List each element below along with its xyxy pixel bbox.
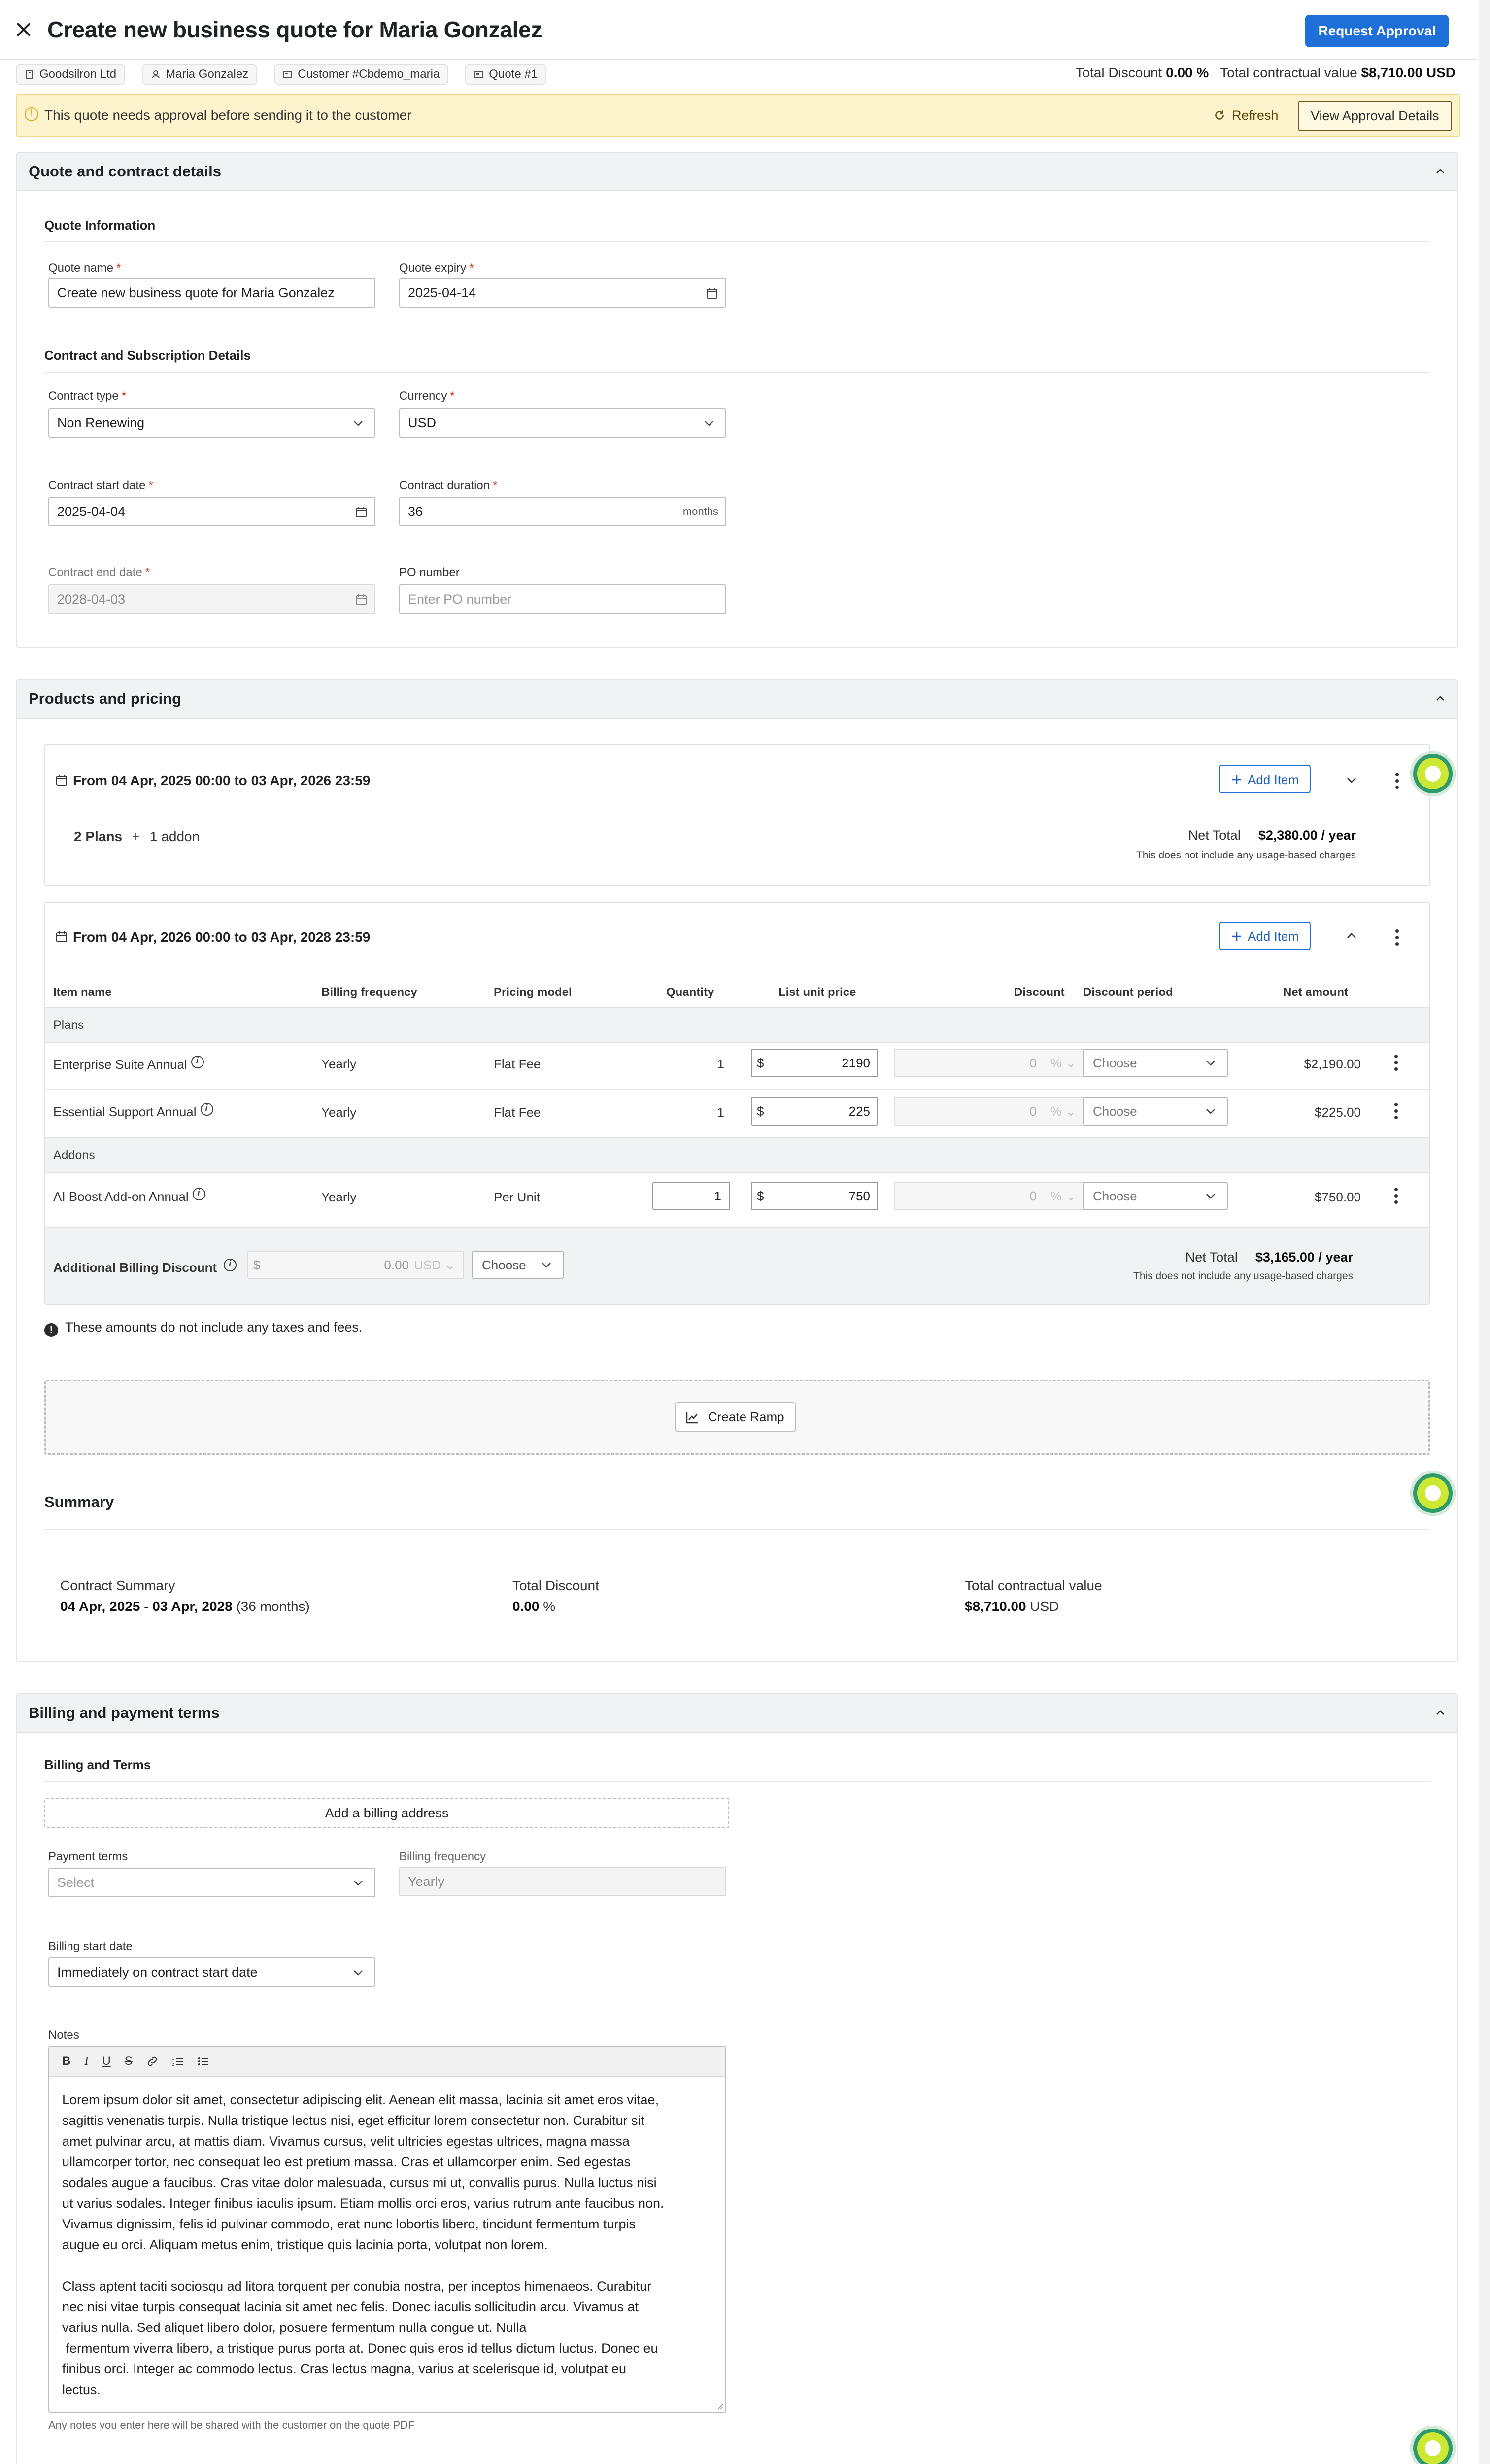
- po-number-input[interactable]: Enter PO number: [399, 584, 726, 614]
- add-item-label: Add Item: [1248, 929, 1299, 944]
- payment-terms-select[interactable]: [48, 1868, 375, 1897]
- summary-contract-value-label: Total contractual value: [965, 1578, 1102, 1593]
- ramp-card-2: [44, 902, 1430, 1305]
- chevron-down-icon: [1205, 1191, 1216, 1201]
- calendar-icon: [55, 930, 68, 943]
- list-price-input[interactable]: $ 225: [751, 1097, 878, 1126]
- row-divider: [45, 1089, 1429, 1090]
- header-totals: [1075, 65, 1456, 81]
- group-label: Addons: [53, 1148, 95, 1162]
- contract-type-select[interactable]: [48, 408, 375, 438]
- payment-terms-label: Payment terms: [48, 1850, 128, 1863]
- item-pricing-model: Flat Fee: [494, 1057, 541, 1071]
- total-discount-label: Total Discount: [1075, 65, 1162, 80]
- add-item-button[interactable]: [1219, 922, 1311, 950]
- chevron-down-icon: [353, 1967, 364, 1978]
- chip-quote[interactable]: [465, 64, 546, 85]
- divider: [44, 1529, 1430, 1530]
- contract-duration-label: Contract duration *: [399, 479, 498, 492]
- italic-icon[interactable]: I: [84, 2054, 89, 2068]
- refresh-label: Refresh: [1232, 107, 1279, 123]
- context-chips: [16, 64, 546, 84]
- col-discount[interactable]: Discount: [1014, 986, 1065, 999]
- request-approval-button[interactable]: Request Approval: [1305, 15, 1449, 47]
- billing-frequency-label: Billing frequency: [399, 1850, 486, 1863]
- svg-text:1: 1: [171, 2056, 174, 2061]
- contract-type-value: Non Renewing: [57, 415, 145, 430]
- billing-payment-section: [16, 1693, 1458, 2464]
- po-number-label: PO number: [399, 566, 460, 579]
- percent-dropdown: % ⌄: [1050, 1104, 1076, 1119]
- assistant-widget-icon[interactable]: [1410, 751, 1456, 796]
- quote-name-label: Quote name *: [48, 261, 121, 274]
- link-icon[interactable]: [146, 2055, 158, 2067]
- banner-message: This quote needs approval before sending it to the customer: [44, 107, 412, 123]
- add-item-label: Add Item: [1248, 772, 1299, 787]
- item-quantity: 1: [717, 1105, 724, 1120]
- item-name: Enterprise Suite Annuali: [53, 1056, 204, 1072]
- refresh-icon: [1213, 109, 1226, 122]
- chip-contact[interactable]: [142, 64, 257, 85]
- duration-unit: months: [682, 505, 718, 517]
- bullet-list-icon[interactable]: [198, 2055, 209, 2067]
- page-title: Create new business quote for Maria Gonzalez: [47, 17, 542, 42]
- discount-input: 0 % ⌄: [894, 1097, 1085, 1126]
- chevron-down-icon: [353, 1878, 364, 1888]
- item-frequency: Yearly: [321, 1057, 357, 1071]
- col-billing-frequency[interactable]: Billing frequency: [321, 986, 417, 999]
- editor-toolbar: [49, 2047, 725, 2077]
- contract-duration-input[interactable]: [399, 497, 726, 526]
- additional-discount-label: Additional Billing Discounti: [53, 1259, 237, 1275]
- notes-text[interactable]: Lorem ipsum dolor sit amet, consectetur adipiscing elit. Aenean elit massa, lacinia sit amet eros vitae, sagittis venenatis turpis. Nulla tristique lectus nisi, eget efficitur lorem consectetur non. Curabitur sit amet pulvinar arcu, at mattis diam. Vivamus cursus, velit ultricies egestas ultrices, magna massa ullamcorper tortor, nec consequat leo est pretium massa. Cras et ullamcorper enim. Sed egestas sodales augue a faucibus. Cras vitae dolor malesuada, cursus mi ut, convallis purus. Nulla luctus nisi ut varius sodales. Integer finibus iaculis ipsum. Etiam mollis orci eros, varius rutrum ante faucibus non. Vivamus dignissim, felis id pulvinar commodo, erat nunc lobortis libero, tincidunt fermentum turpis augue eu orci. Aliquam metus enim, tristique quis lacinia porta, volutpat non lorem. Class aptent taciti sociosqu ad litora torquent per conubia nostra, per inceptos himenaeos. Curabitur nec nisi vitae turpis consequat lacinia sit amet nec felis. Donec iaculis sollicitudin arcu. Vivamus at varius nulla. Sed aliquet libero dolor, posuere fermentum nulla congue ut. Nulla fermentum viverra libero, a tristique purus porta at. Donec quis eros id tellus dictum luctus. Donec eu finibus orci. Integer ac commodo lectus. Cras lectus magna, varius at scelerisque id, volutpat eu lectus.: [62, 2092, 664, 2397]
- chevron-up-icon[interactable]: [1435, 166, 1446, 176]
- summary-discount-value: 0.00 %: [512, 1599, 556, 1614]
- products-pricing-section: [16, 679, 1458, 1662]
- col-item-name[interactable]: Item name: [53, 986, 112, 999]
- section-title: Billing and payment terms: [29, 1704, 220, 1721]
- percent-dropdown: % ⌄: [1050, 1056, 1076, 1070]
- kebab-menu-icon[interactable]: [1395, 927, 1399, 947]
- quote-contract-section: [16, 152, 1458, 648]
- total-contract-label: Total contractual value: [1220, 65, 1357, 80]
- chevron-down-icon: [541, 1260, 552, 1270]
- item-pricing-model: Per Unit: [494, 1190, 540, 1204]
- section-title: Products and pricing: [29, 690, 182, 707]
- create-ramp-label: Create Ramp: [708, 1409, 784, 1424]
- currency-value: USD: [408, 415, 437, 430]
- billing-frequency-input: Yearly: [399, 1867, 726, 1896]
- contract-start-input[interactable]: [48, 497, 375, 526]
- contract-end-value: 2028-04-03: [57, 592, 126, 607]
- chip-label: Quote #1: [489, 68, 538, 81]
- contract-end-input: [48, 584, 375, 614]
- section-header[interactable]: [17, 680, 1457, 719]
- svg-text:2: 2: [171, 2062, 174, 2067]
- underline-icon[interactable]: U: [102, 2054, 111, 2068]
- contract-details-heading: Contract and Subscription Details: [44, 348, 251, 363]
- row-menu-icon[interactable]: [1394, 1053, 1398, 1072]
- info-icon[interactable]: [224, 1259, 237, 1271]
- net-total-value: $2,380.00 / year: [1258, 828, 1356, 843]
- col-net-amount[interactable]: Net amount: [1283, 986, 1348, 999]
- quantity-input[interactable]: 1: [652, 1182, 730, 1210]
- summary-title: Summary: [44, 1493, 114, 1510]
- contract-summary-value: 04 Apr, 2025 - 03 Apr, 2028 (36 months): [60, 1599, 310, 1614]
- kebab-menu-icon[interactable]: [1395, 771, 1399, 790]
- total-discount-value: 0.00 %: [1166, 65, 1209, 80]
- ramp-net-total: [1188, 828, 1356, 843]
- contract-end-label: Contract end date *: [48, 566, 150, 579]
- col-quantity[interactable]: Quantity: [666, 986, 714, 999]
- create-ramp-area: [44, 1380, 1430, 1455]
- item-net-amount: $750.00: [1315, 1190, 1361, 1204]
- total-contract-value: $8,710.00 USD: [1361, 65, 1456, 80]
- group-addons: [45, 1137, 1429, 1173]
- notes-helper-text: Any notes you enter here will be shared with the customer on the quote PDF: [48, 2419, 415, 2431]
- plus-icon: +: [132, 829, 140, 844]
- additional-discount-row: [45, 1227, 1429, 1304]
- discount-period-select[interactable]: Choose: [1083, 1182, 1228, 1210]
- net-total-value: $3,165.00 / year: [1255, 1250, 1353, 1265]
- info-icon[interactable]: [193, 1188, 205, 1200]
- resize-handle-icon[interactable]: [715, 2402, 723, 2410]
- net-total-note: This does not include any usage-based charges: [1136, 850, 1356, 861]
- discount-period-select[interactable]: Choose: [1083, 1049, 1228, 1077]
- chip-label: Customer #Cbdemo_maria: [298, 68, 440, 81]
- ramp-card-1: [44, 744, 1430, 886]
- add-item-button[interactable]: [1219, 765, 1311, 793]
- row-menu-icon[interactable]: [1394, 1186, 1398, 1205]
- contract-duration-value: 36: [408, 504, 423, 519]
- contract-start-value: 2025-04-04: [57, 504, 126, 519]
- notes-label: Notes: [48, 2028, 79, 2042]
- chevron-down-icon: [353, 418, 364, 429]
- summary-contract-value: $8,710.00 USD: [965, 1599, 1059, 1614]
- addon-count: 1 addon: [149, 829, 200, 844]
- chevron-up-icon[interactable]: [1346, 930, 1357, 941]
- calendar-icon[interactable]: [706, 287, 718, 300]
- chevron-up-icon[interactable]: [1435, 693, 1446, 704]
- quote-expiry-input[interactable]: [399, 278, 726, 308]
- assistant-widget-icon[interactable]: [1410, 1471, 1456, 1516]
- group-plans: [45, 1007, 1429, 1043]
- page-scrollbar[interactable]: [1479, 0, 1490, 2464]
- bold-icon[interactable]: B: [62, 2054, 71, 2068]
- divider: [44, 1781, 1430, 1782]
- contract-start-label: Contract start date *: [48, 479, 153, 492]
- create-ramp-button[interactable]: [675, 1402, 796, 1432]
- chip-label: Goodsilron Ltd: [39, 68, 117, 81]
- info-icon[interactable]: [201, 1103, 213, 1116]
- item-name: AI Boost Add-on Annuali: [53, 1188, 205, 1204]
- billing-terms-heading: Billing and Terms: [44, 1757, 151, 1772]
- info-icon: !: [44, 1323, 58, 1337]
- info-icon[interactable]: [191, 1056, 204, 1068]
- col-discount-period[interactable]: Discount period: [1083, 986, 1173, 999]
- discount-input: 0 % ⌄: [894, 1182, 1085, 1210]
- section-header[interactable]: [17, 1694, 1457, 1733]
- chip-customer[interactable]: [274, 64, 448, 85]
- quote-info-heading: Quote Information: [44, 218, 156, 233]
- section-header[interactable]: [17, 153, 1457, 191]
- list-price-input[interactable]: $ 2190: [751, 1049, 878, 1077]
- chevron-down-icon: [1205, 1106, 1216, 1117]
- billing-start-select[interactable]: [48, 1957, 375, 1987]
- chevron-down-icon: [1205, 1058, 1216, 1068]
- item-quantity: 1: [717, 1057, 724, 1071]
- discount-input: 0 % ⌄: [894, 1049, 1085, 1077]
- divider: [44, 241, 1430, 242]
- building-icon: [25, 69, 34, 79]
- item-name: Essential Support Annuali: [53, 1103, 213, 1120]
- ramp-title: From 04 Apr, 2026 00:00 to 03 Apr, 2028 23:59: [73, 929, 371, 945]
- currency-select[interactable]: [399, 408, 726, 438]
- summary-discount-label: Total Discount: [512, 1578, 599, 1593]
- strikethrough-icon[interactable]: S: [124, 2054, 133, 2068]
- item-pricing-model: Flat Fee: [494, 1105, 541, 1120]
- calendar-icon: [55, 774, 68, 787]
- percent-dropdown: % ⌄: [1050, 1189, 1076, 1203]
- calendar-icon[interactable]: [355, 506, 368, 518]
- quote-name-input[interactable]: Create new business quote for Maria Gonzalez: [48, 278, 375, 308]
- net-total-label: Net Total: [1188, 828, 1241, 843]
- ramp-net-total: [1185, 1250, 1353, 1265]
- discount-period-select[interactable]: Choose: [1083, 1097, 1228, 1126]
- net-total-note: This does not include any usage-based charges: [1133, 1270, 1353, 1282]
- billing-start-label: Billing start date: [48, 1940, 133, 1953]
- plus-icon: [1231, 930, 1243, 942]
- contract-type-label: Contract type *: [48, 389, 127, 403]
- user-icon: [151, 69, 161, 79]
- list-price-input[interactable]: $ 750: [751, 1182, 878, 1210]
- close-icon[interactable]: [14, 20, 34, 39]
- currency-dropdown: USD ⌄: [414, 1258, 455, 1272]
- id-card-icon: [283, 69, 293, 79]
- col-list-unit-price[interactable]: List unit price: [779, 986, 856, 999]
- quote-icon: [474, 69, 484, 79]
- view-approval-details-button[interactable]: View Approval Details: [1298, 101, 1452, 131]
- additional-discount-input: $ 0.00 USD ⌄: [247, 1251, 464, 1279]
- quote-expiry-value: 2025-04-14: [408, 285, 476, 300]
- warning-icon: [25, 107, 38, 121]
- group-label: Plans: [53, 1018, 84, 1032]
- item-frequency: Yearly: [321, 1105, 357, 1120]
- top-bar: [0, 0, 1478, 60]
- item-net-amount: $2,190.00: [1304, 1057, 1361, 1071]
- row-menu-icon[interactable]: [1394, 1101, 1398, 1121]
- additional-discount-period-select[interactable]: Choose: [472, 1251, 564, 1279]
- divider: [44, 372, 1430, 373]
- tax-note: ! These amounts do not include any taxes and fees.: [44, 1320, 362, 1337]
- currency-label: Currency *: [399, 389, 455, 403]
- chip-label: Maria Gonzalez: [166, 68, 249, 81]
- plus-icon: [1231, 774, 1243, 786]
- billing-start-value: Immediately on contract start date: [57, 1965, 258, 1980]
- numbered-list-icon[interactable]: [172, 2055, 184, 2067]
- refresh-button[interactable]: [1213, 105, 1279, 125]
- approval-banner: [16, 94, 1460, 137]
- item-frequency: Yearly: [321, 1190, 357, 1204]
- plans-count: 2 Plans: [74, 829, 123, 844]
- chevron-down-icon[interactable]: [1346, 775, 1357, 786]
- col-pricing-model[interactable]: Pricing model: [494, 986, 572, 999]
- chart-icon: [685, 1410, 699, 1424]
- ramp-items-summary: [74, 829, 200, 845]
- add-billing-address-button[interactable]: Add a billing address: [44, 1798, 729, 1828]
- item-net-amount: $225.00: [1315, 1105, 1361, 1120]
- calendar-icon: [355, 593, 368, 606]
- net-total-label: Net Total: [1185, 1250, 1238, 1265]
- chevron-up-icon[interactable]: [1435, 1707, 1446, 1718]
- chevron-down-icon: [704, 418, 714, 429]
- contract-summary-label: Contract Summary: [60, 1578, 175, 1593]
- quote-expiry-label: Quote expiry *: [399, 261, 474, 274]
- chip-company[interactable]: [16, 64, 125, 85]
- payment-terms-placeholder: Select: [57, 1875, 95, 1890]
- notes-editor[interactable]: [48, 2046, 726, 2413]
- ramp-title: From 04 Apr, 2025 00:00 to 03 Apr, 2026 23:59: [73, 773, 371, 788]
- section-title: Quote and contract details: [29, 163, 222, 180]
